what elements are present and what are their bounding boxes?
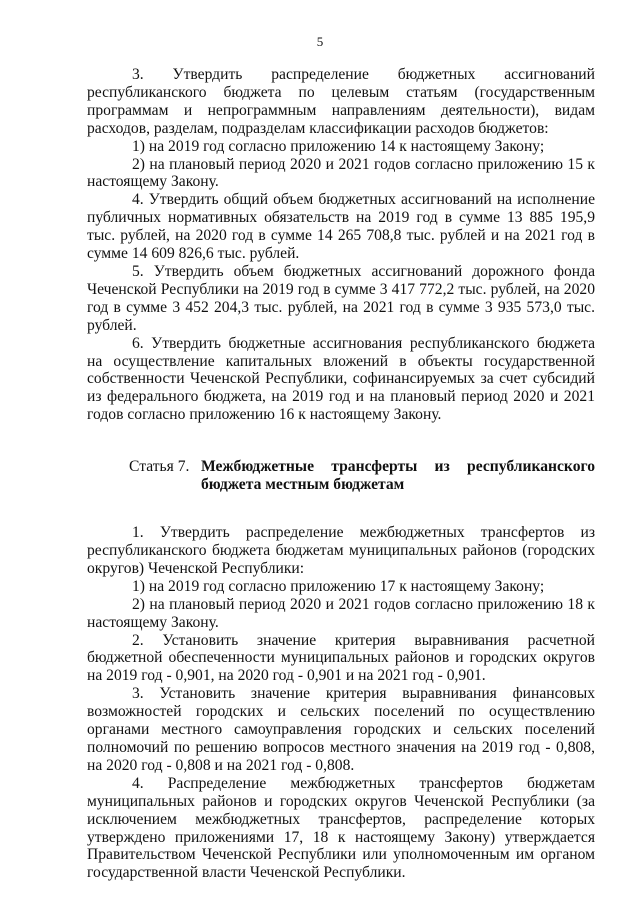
- article-7-paragraph-1-item-1: 1) на 2019 год согласно приложению 17 к настоящему Закону;: [132, 577, 545, 595]
- article-7-paragraph-4: 4. Распределение межбюджетных трансфертов бюджетам муниципальных районов и городских округов Чеченской Республики (за исключением межбюджетных трансфертов, распределение которых утверждено приложениями 17, 18 к настоящему Закону) утверждается Правительством Чеченской Республики или уполномоченным им органом государственной власти Чеченской Республики.: [87, 774, 595, 882]
- paragraph-3: 3. Утвердить распределение бюджетных ассигнований республиканского бюджета по целевым статьям (государственным программам и непрограммным направлениям деятельности), видам расходов, разделам, подразделам классификации расходов бюджетов:: [87, 66, 595, 137]
- paragraph-5: 5. Утвердить объем бюджетных ассигнований дорожного фонда Чеченской Республики на 2019 год в сумме 3 417 772,2 тыс. рублей, на 2020 год в сумме 3 452 204,3 тыс. рублей, на 2021 год в сумме 3 935 573,0 тыс. рублей.: [87, 262, 595, 334]
- transfers-section: [87, 524, 595, 882]
- paragraph-3-item-1: 1) на 2019 год согласно приложению 14 к настоящему Закону;: [132, 137, 545, 155]
- article-label: Статья 7.: [129, 458, 190, 476]
- budget-allocation-section: [87, 66, 595, 424]
- document-body: [87, 66, 595, 882]
- article-title: Межбюджетные трансферты из республиканского бюджета местным бюджетам: [201, 458, 595, 494]
- paragraph-3-item-2: 2) на плановый период 2020 и 2021 годов согласно приложению 15 к настоящему Закону.: [87, 155, 595, 191]
- page-number: 5: [316, 34, 324, 49]
- paragraph-4: 4. Утвердить общий объем бюджетных ассигнований на исполнение публичных нормативных обязательств на 2019 год в сумме 13 885 195,9 тыс. рублей, на 2020 год в сумме 14 265 708,8 тыс. рублей и на 2021 год в сумме 14 609 826,6 тыс. рублей.: [87, 191, 595, 263]
- article-7-heading: [129, 458, 595, 494]
- article-7-paragraph-2: 2. Установить значение критерия выравнивания расчетной бюджетной обеспеченности муниципальных районов и городских округов на 2019 год - 0,901, на 2020 год - 0,901 и на 2021 год - 0,901.: [87, 631, 595, 685]
- article-7-paragraph-3: 3. Установить значение критерия выравнивания финансовых возможностей городских и сельских поселений по осуществлению органами местного самоуправления городских и сельских поселений полномочий по решению вопросов местного значения на 2019 год - 0,808, на 2020 год - 0,808 и на 2021 год - 0,808.: [87, 685, 595, 774]
- article-7-paragraph-1: 1. Утвердить распределение межбюджетных трансфертов из республиканского бюджета бюджетам муниципальных районов (городских округов) Чеченской Республики:: [87, 524, 595, 577]
- article-7-paragraph-1-item-2: 2) на плановый период 2020 и 2021 годов согласно приложению 18 к настоящему Закону.: [87, 595, 595, 631]
- paragraph-6: 6. Утвердить бюджетные ассигнования республиканского бюджета на осуществление капитальных вложений в объекты государственной собственности Чеченской Республики, софинансируемых за счет субсидий из федерального бюджета, на 2019 год и на плановый период 2020 и 2021 годов согласно приложению 16 к настоящему Закону.: [87, 334, 595, 424]
